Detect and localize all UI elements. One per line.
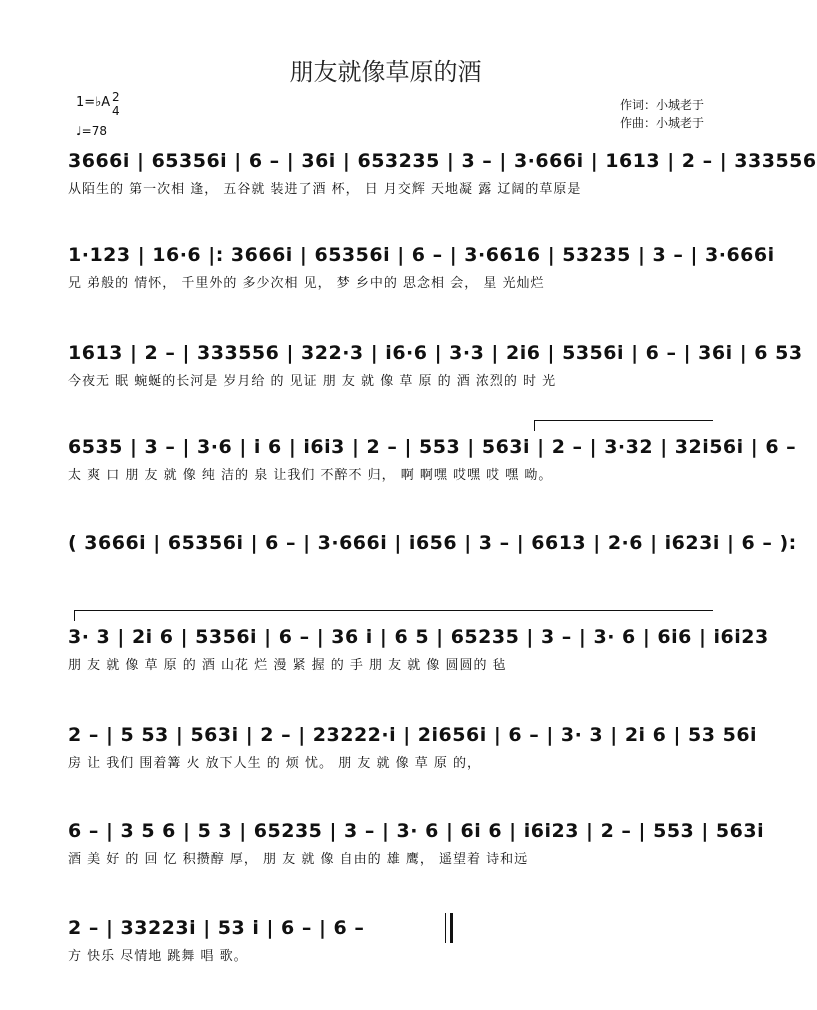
time-signature-bottom: 4: [112, 104, 120, 118]
lyric-line: 今夜无 眠 蜿蜒的长河是 岁月给 的 见证 朋 友 就 像 草 原 的 酒 浓烈的 时 光: [68, 374, 557, 389]
first-ending-bracket: [534, 420, 713, 431]
score-title: 朋友就像草原的酒: [289, 58, 482, 86]
notation-line: 1613 | 2 – | 333556 | 322·3 | i6·6 | 3·3 | 2i6 | 5356i | 6 – | 36i | 6 53: [68, 342, 803, 364]
time-signature-top: 2: [112, 90, 120, 104]
lyric-line: 房 让 我们 围着篝 火 放下人生 的 烦 忧。 朋 友 就 像 草 原 的，: [68, 756, 481, 771]
lyricist-credit: 作词：小城老于: [620, 98, 705, 112]
notation-line: 3666i | 65356i | 6 – | 36i | 653235 | 3 – | 3·666i | 1613 | 2 – | 333556: [68, 150, 817, 172]
notation-line: 3· 3 | 2i 6 | 5356i | 6 – | 36 i | 6 5 | 65235 | 3 – | 3· 6 | 6i6 | i6i23: [68, 626, 769, 648]
credits: [620, 96, 704, 132]
time-signature: [112, 90, 120, 118]
lyric-line: 朋 友 就 像 草 原 的 酒 山花 烂 漫 紧 握 的 手 朋 友 就 像 圆圆的 毡: [68, 658, 507, 673]
notation-line: 2 – | 5 53 | 563i | 2 – | 23222·i | 2i656i | 6 – | 3· 3 | 2i 6 | 53 56i: [68, 724, 758, 746]
lyric-line: 方 快乐 尽情地 跳舞 唱 歌。: [68, 949, 248, 964]
composer-credit: 作曲：小城老于: [620, 116, 705, 130]
lyric-line: 兄 弟般的 情怀， 千里外的 多少次相 见， 梦 乡中的 思念相 会， 星 光灿烂: [68, 276, 545, 291]
lyric-line: 酒 美 好 的 回 忆 积攒醇 厚， 朋 友 就 像 自由的 雄 鹰， 遥望着 诗和远: [68, 852, 529, 867]
notation-line: 6535 | 3 – | 3·6 | i 6 | i6i3 | 2 – | 553 | 563i | 2 – | 3·32 | 32i56i | 6 –: [68, 436, 797, 458]
lyric-line: 太 爽 口 朋 友 就 像 纯 洁的 泉 让我们 不醉不 归， 啊 啊嘿 哎嘿 哎 嘿 呦。: [68, 468, 553, 483]
notation-line: 6 – | 3 5 6 | 5 3 | 65235 | 3 – | 3· 6 | 6i 6 | i6i23 | 2 – | 553 | 563i: [68, 820, 765, 842]
notation-line: ( 3666i | 65356i | 6 – | 3·666i | i656 | 3 – | 6613 | 2·6 | i623i | 6 – ):: [68, 532, 797, 554]
notation-line: 1·123 | 16·6 |: 3666i | 65356i | 6 – | 3·6616 | 53235 | 3 – | 3·666i: [68, 244, 775, 266]
final-barline: [445, 913, 453, 943]
second-ending-bracket: [74, 610, 713, 621]
lyric-line: 从陌生的 第一次相 逢， 五谷就 装进了酒 杯， 日 月交辉 天地凝 露 辽阔的草原是: [68, 182, 582, 197]
key-signature: 1=♭A: [76, 95, 111, 110]
tempo-marking: ♩=78: [76, 124, 107, 138]
lyric-line: [68, 560, 718, 580]
notation-line: 2 – | 33223i | 53 i | 6 – | 6 –: [68, 917, 365, 939]
